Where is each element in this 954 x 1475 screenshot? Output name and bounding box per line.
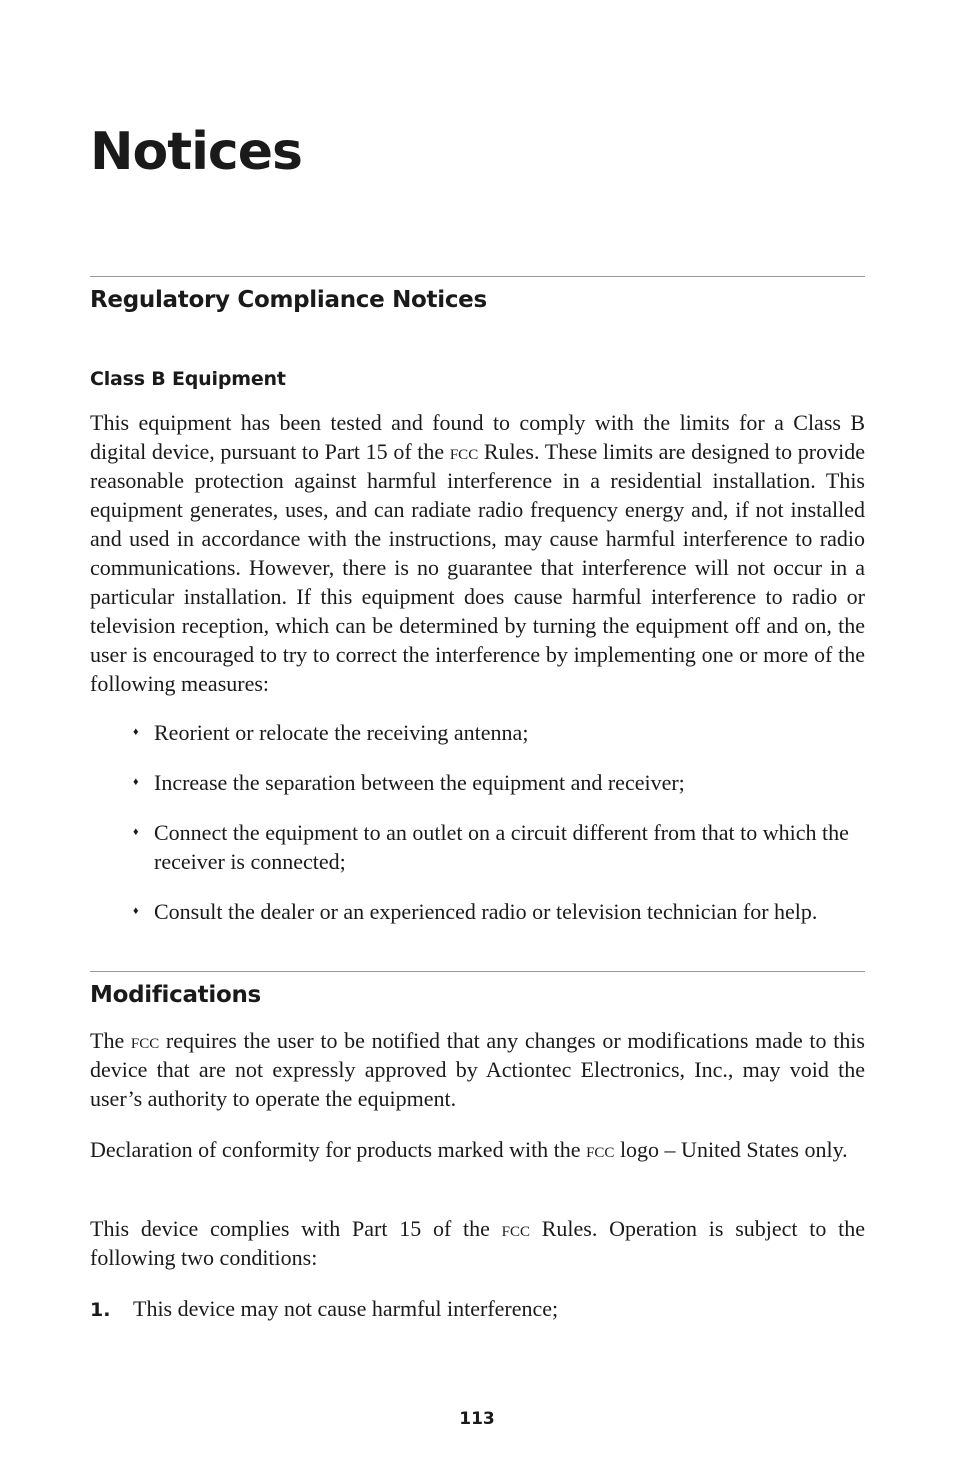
class-b-text-part-2: Rules. These limits are designed to provide reasonable protection against harmful interference in a residential installation. This equipment generates, uses, and can radiate radio frequency energy and, if not installed and used in accordance with the instructions, may cause harmful interference to radio communications. However, there is no guarantee that interference will not occur in a particular installation. If this equipment does cause harmful interference to radio or television reception, which can be determined by turning the equipment off and on, the user is encouraged to try to correct the interference by implementing one or more of the following measures:	[90, 439, 865, 696]
page-title: Notices	[90, 122, 302, 182]
numbered-item	[90, 1294, 865, 1325]
modifications-paragraph-3	[90, 1214, 865, 1272]
diamond-bullet-icon: ♦	[133, 826, 139, 838]
class-b-paragraph	[90, 408, 865, 698]
section-divider-regulatory	[90, 276, 865, 277]
list-item-text: Reorient or relocate the receiving antenna;	[154, 720, 529, 745]
list-item	[90, 718, 865, 747]
text-span: requires the user to be notified that any changes or modifications made to this device that are not expressly approved by Actiontec Electronics, Inc., may void the user’s authority to operate the equipment.	[90, 1028, 865, 1111]
list-item	[90, 818, 865, 876]
list-item-text: Consult the dealer or an experienced radio or television technician for help.	[154, 899, 818, 924]
text-span: Rules. Operation is subject to the following two conditions:	[90, 1216, 866, 1270]
text-span: The	[90, 1028, 131, 1053]
fcc-abbreviation: fcc	[449, 439, 479, 464]
fcc-abbreviation: fcc	[501, 1216, 530, 1241]
modifications-paragraph-2	[90, 1135, 865, 1164]
text-span: logo – United States only.	[614, 1137, 848, 1162]
list-item-text: Increase the separation between the equipment and receiver;	[154, 770, 685, 795]
class-b-heading: Class B Equipment	[90, 368, 286, 390]
class-b-text-part-1: This equipment has been tested and found to comply with the limits for a Class B digital device, pursuant to Part 15 of the	[90, 410, 865, 464]
list-item-text: Connect the equipment to an outlet on a circuit different from that to which the receiver is connected;	[154, 820, 849, 874]
section-divider-modifications	[90, 971, 865, 972]
measures-list	[90, 718, 865, 947]
modifications-heading: Modifications	[90, 982, 261, 1008]
diamond-bullet-icon: ♦	[133, 726, 139, 738]
diamond-bullet-icon: ♦	[133, 905, 139, 917]
numbered-item-label: 1.	[90, 1299, 111, 1321]
text-span: This device complies with Part 15 of the	[90, 1216, 502, 1241]
list-item	[90, 768, 865, 797]
text-span: Declaration of conformity for products marked with the	[90, 1137, 587, 1162]
fcc-abbreviation: fcc	[586, 1137, 615, 1162]
regulatory-heading: Regulatory Compliance Notices	[90, 287, 487, 313]
list-item	[90, 897, 865, 926]
page-number: 113	[459, 1409, 495, 1429]
fcc-abbreviation: fcc	[130, 1028, 160, 1053]
numbered-item-text: This device may not cause harmful interference;	[133, 1296, 559, 1321]
diamond-bullet-icon: ♦	[133, 776, 139, 788]
modifications-paragraph-1	[90, 1026, 865, 1113]
